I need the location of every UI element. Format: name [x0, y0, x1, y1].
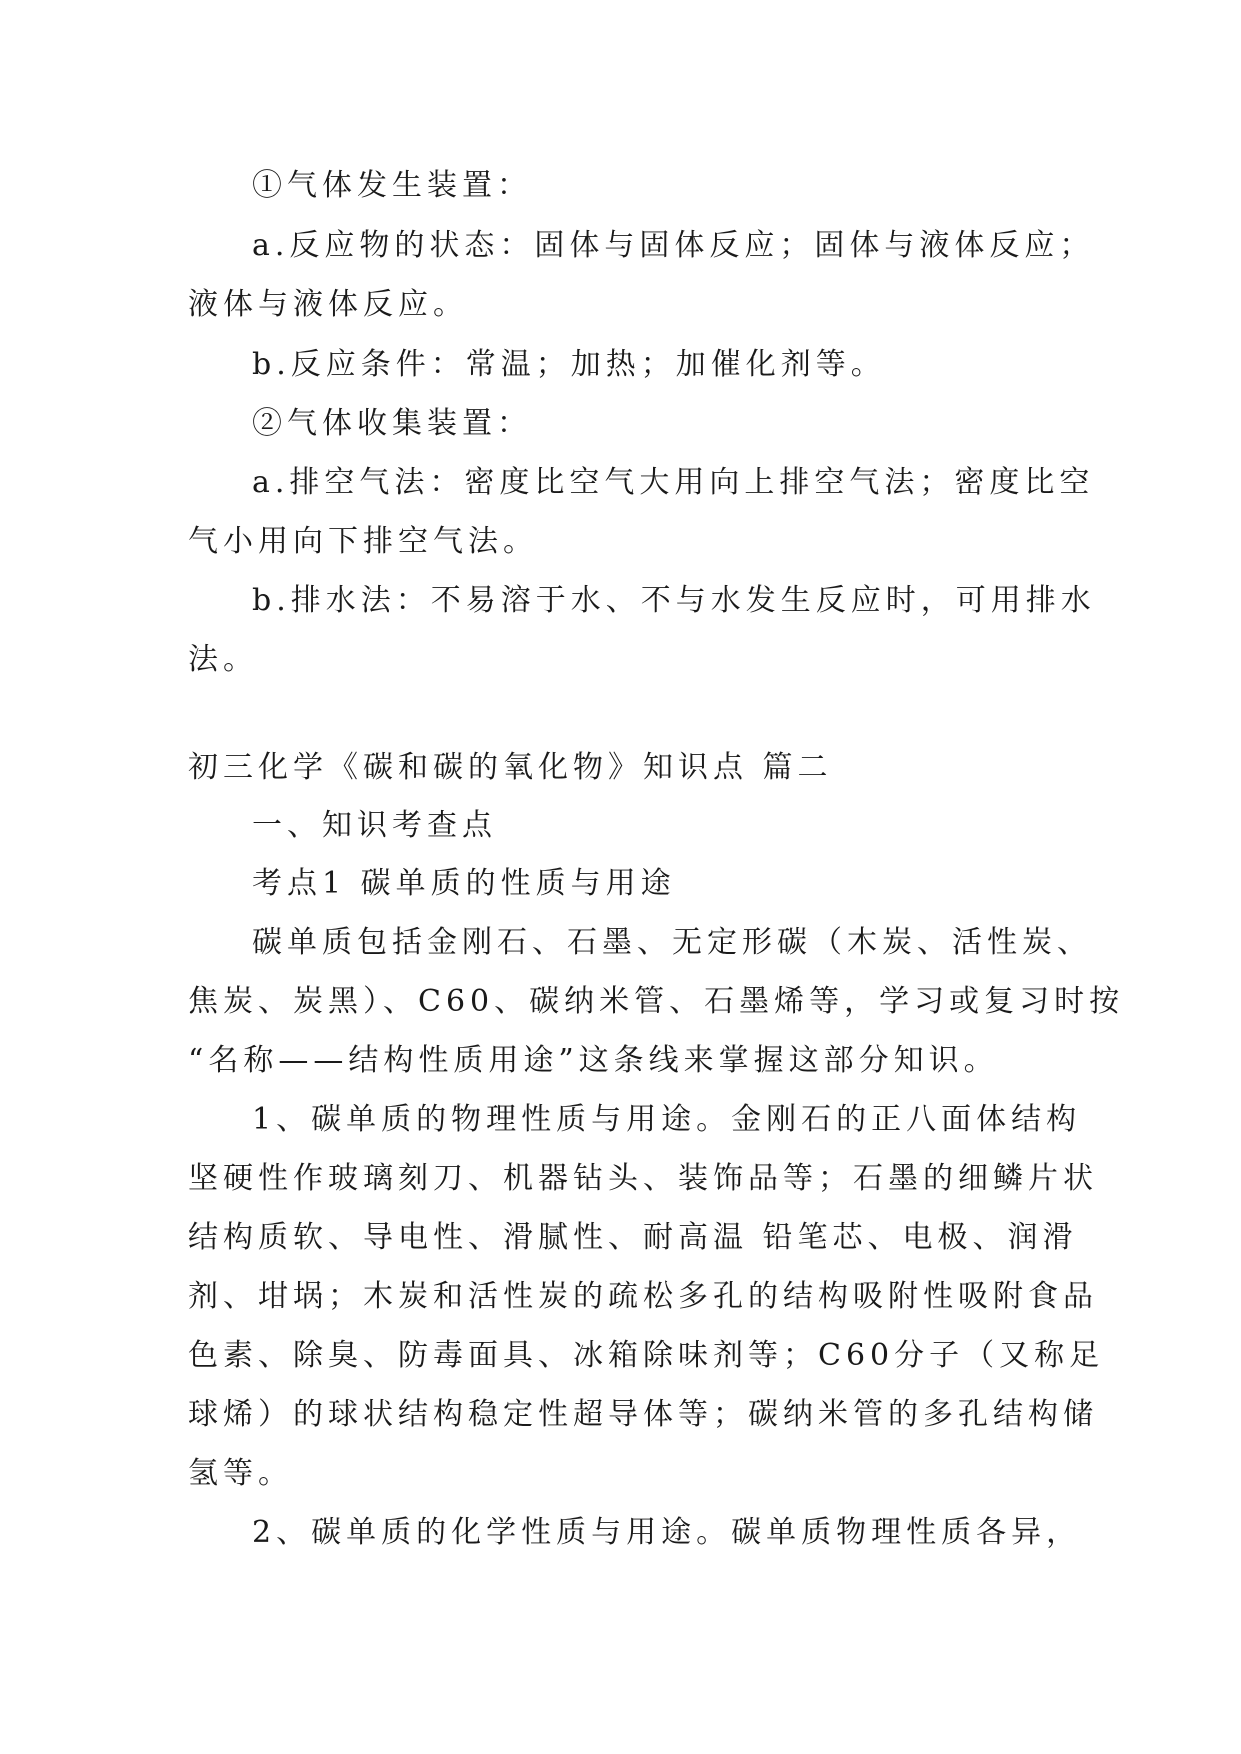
- paragraph-line: 结构质软、导电性、滑腻性、耐高温 铅笔芯、电极、润滑: [188, 1220, 1078, 1255]
- paragraph-line: 考点1 碳单质的性质与用途: [252, 866, 676, 901]
- paragraph-line: 球烯）的球状结构稳定性超导体等；碳纳米管的多孔结构储: [188, 1397, 1098, 1432]
- paragraph-line: 碳单质包括金刚石、石墨、无定形碳（木炭、活性炭、: [252, 925, 1092, 960]
- paragraph-line: b.排水法：不易溶于水、不与水发生反应时，可用排水: [252, 583, 1096, 618]
- paragraph-line: 1、碳单质的物理性质与用途。金刚石的正八面体结构: [252, 1102, 1082, 1137]
- paragraph-line: 法。: [188, 642, 258, 677]
- paragraph-line: 液体与液体反应。: [188, 287, 468, 322]
- paragraph-line: 色素、除臭、防毒面具、冰箱除味剂等；C60分子（又称足: [188, 1338, 1105, 1373]
- paragraph-line: “名称——结构性质用途”这条线来掌握这部分知识。: [188, 1043, 999, 1078]
- paragraph-line: 一、知识考查点: [252, 808, 497, 843]
- paragraph-line: b.反应条件：常温；加热；加催化剂等。: [252, 347, 886, 382]
- paragraph-line: 剂、坩埚；木炭和活性炭的疏松多孔的结构吸附性吸附食品: [188, 1279, 1098, 1314]
- paragraph-line: a.排空气法：密度比空气大用向上排空气法；密度比空: [252, 465, 1095, 500]
- paragraph-line: 2、碳单质的化学性质与用途。碳单质物理性质各异，: [252, 1515, 1082, 1550]
- paragraph-line: 焦炭、炭黑）、C60、碳纳米管、石墨烯等，学习或复习时按: [188, 984, 1125, 1019]
- paragraph-line: 气小用向下排空气法。: [188, 524, 538, 559]
- section-heading: 初三化学《碳和碳的氧化物》知识点 篇二: [188, 750, 833, 785]
- paragraph-line: 氢等。: [188, 1456, 293, 1491]
- paragraph-line: a.反应物的状态：固体与固体反应；固体与液体反应；: [252, 228, 1095, 263]
- paragraph-line: 坚硬性作玻璃刻刀、机器钻头、装饰品等；石墨的细鳞片状: [188, 1161, 1098, 1196]
- paragraph-line: ①气体发生装置：: [252, 168, 532, 203]
- paragraph-line: ②气体收集装置：: [252, 406, 532, 441]
